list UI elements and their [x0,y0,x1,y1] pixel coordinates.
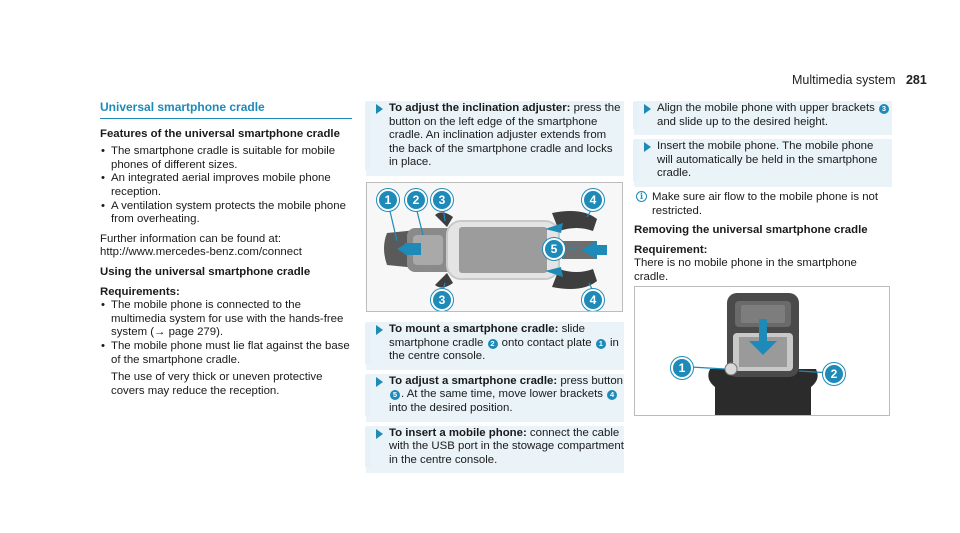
step-text: Align the mobile phone with upper brackets [657,102,878,114]
removing-heading: Removing the universal smartphone cradle [634,224,868,237]
number-marker: 5 [390,390,400,400]
step-text: into the desired position. [389,401,513,414]
callout-3-lower: 3 [431,289,453,311]
column-1 [100,101,352,398]
removal-illustration [635,287,890,416]
requirement-note: The use of very thick or uneven protective covers may reduce the reception. [111,371,323,397]
requirement-item: • The mobile phone is connected to the multimedia system for use with the hands-free system (→ page 279). [100,299,352,340]
note-text: Make sure air flow to the mobile phone is not restricted. [652,190,879,217]
callout-2: 2 [405,189,427,211]
step-text: in the centre console. [389,336,619,363]
step-insert [366,426,624,474]
header-section: Multimedia system [792,73,896,87]
step-adjust [366,374,624,422]
step-heading: To adjust the inclination adjuster: [389,102,571,114]
step-text: Insert the mobile phone. The mobile phone will automatically be held in the smartphone cradle. [657,140,878,180]
requirement-item: • The mobile phone must lie flat against the base of the smartphone cradle. [100,340,352,367]
number-marker: 1 [596,339,606,349]
number-marker: 4 [607,390,617,400]
step-text: onto contact plate [498,336,595,349]
callout-3: 3 [431,189,453,211]
step-align [634,101,892,135]
note [634,191,892,218]
figure-smartphone-cradle [366,182,623,312]
step-arrow-icon [644,104,651,114]
callout-5: 5 [543,238,565,260]
number-marker: 2 [488,339,498,349]
step-mount [366,322,624,370]
requirement-text: There is no mobile phone in the smartphone cradle. [634,257,857,283]
step-text: and slide up to the desired height. [657,115,828,128]
step-arrow-icon [644,142,651,152]
step-arrow-icon [376,325,383,335]
requirement-heading: Requirement: [634,243,708,256]
step-arrow-icon [376,377,383,387]
column-2-steps [366,322,624,473]
further-info: Further information can be found at: http://www.mercedes-benz.com/connect [100,232,302,259]
step-text: . At the same time, move lower brackets [401,388,607,401]
callout-4-lower: 4 [582,289,604,311]
step-text: press the button on the left edge of the smartphone cradle. An inclination adjuster extends from the back of the smartphone cradle and locks in place. [389,102,621,169]
info-icon: i [636,191,647,202]
column-2 [366,101,624,176]
step-heading: To insert a mobile phone: [389,426,527,439]
step-arrow-icon [376,429,383,439]
step-text: connect the cable with the USB port in the stowage compartment in the centre console. [389,426,624,466]
callout-1: 1 [671,357,693,379]
step-heading: To mount a smartphone cradle: [389,323,559,335]
step-insert-phone [634,139,892,187]
number-marker: 3 [879,104,889,114]
page-number: 281 [905,73,927,87]
features-heading: Features of the universal smartphone cradle [100,127,340,140]
callout-4: 4 [582,189,604,211]
section-title: Universal smartphone cradle [100,101,352,119]
requirements-heading: Requirements: [100,285,180,298]
column-3 [634,101,892,285]
callout-1: 1 [377,189,399,211]
step-text: press button [557,374,624,387]
page-header [792,73,942,87]
figure-removing-cradle [634,286,890,416]
callout-2: 2 [823,363,845,385]
feature-item: • A ventilation system protects the mobile phone from overheating. [100,200,352,227]
using-heading: Using the universal smartphone cradle [100,265,311,278]
step-arrow-icon [376,104,383,114]
feature-item: • An integrated aerial improves mobile phone reception. [100,172,352,199]
feature-item: • The smartphone cradle is suitable for mobile phones of different sizes. [100,145,352,172]
step-text: slide smartphone cradle [389,323,585,349]
step-heading: To adjust a smartphone cradle: [389,374,558,387]
step-inclination [366,101,624,176]
